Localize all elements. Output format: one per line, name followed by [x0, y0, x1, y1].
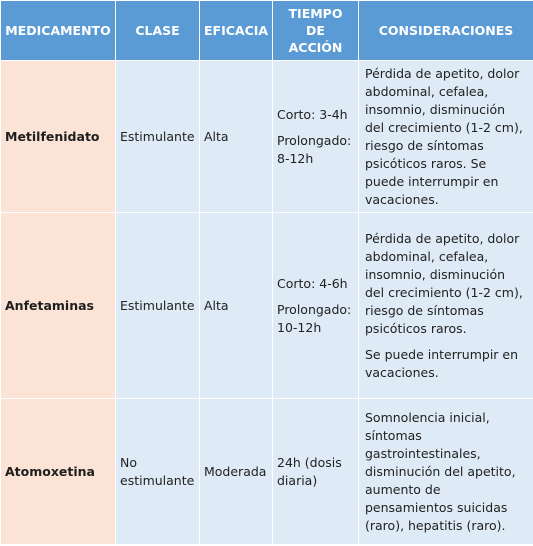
onset-short: Corto: 3-4h [277, 106, 348, 122]
drug-name: Anfetaminas [1, 213, 116, 399]
drug-notes [359, 61, 533, 213]
header-notes: CONSIDERACIONES [359, 1, 533, 61]
header-class: CLASE [116, 1, 200, 61]
drug-onset [273, 213, 359, 399]
header-drug: MEDICAMENTO [1, 1, 116, 61]
table-row [1, 61, 533, 213]
notes-text: Somnolencia inicial, síntomas gastrointestinales, disminución del apetito, aumento de pensamientos suicidas (raro), hepatitis (raro). [365, 409, 516, 533]
drug-efficacy: Alta [200, 61, 273, 213]
onset-short: Corto: 4-6h [277, 275, 348, 291]
header-row [1, 1, 533, 61]
drug-class: No estimulante [116, 399, 200, 545]
drug-onset [273, 399, 359, 545]
onset-long: Prolongado: 8-12h [277, 132, 352, 166]
notes-text: Pérdida de apetito, dolor abdominal, cefalea, insomnio, disminución del crecimiento (1-2 cm), riesgo de síntomas psicóticos raros. [365, 230, 523, 336]
drug-name: Atomoxetina [1, 399, 116, 545]
onset-short: 24h (dosis diaria) [277, 454, 342, 488]
drug-class: Estimulante [116, 61, 200, 213]
drug-name: Metilfenidato [1, 61, 116, 213]
drug-efficacy: Moderada [200, 399, 273, 545]
onset-long: Prolongado: 10-12h [277, 301, 352, 335]
drug-onset [273, 61, 359, 213]
drug-notes [359, 399, 533, 545]
table-row [1, 213, 533, 399]
header-efficacy: EFICACIA [200, 1, 273, 61]
table-row [1, 399, 533, 545]
medication-table [1, 1, 533, 545]
drug-notes [359, 213, 533, 399]
header-onset: TIEMPO DE ACCIÓN [273, 1, 359, 61]
notes-text-extra: Se puede interrumpir en vacaciones. [365, 346, 519, 380]
drug-efficacy: Alta [200, 213, 273, 399]
drug-class: Estimulante [116, 213, 200, 399]
notes-text: Pérdida de apetito, dolor abdominal, cefalea, insomnio, disminución del crecimiento (1-2 cm), riesgo de síntomas psicóticos raros. Se puede interrumpir en vacaciones. [365, 65, 523, 207]
